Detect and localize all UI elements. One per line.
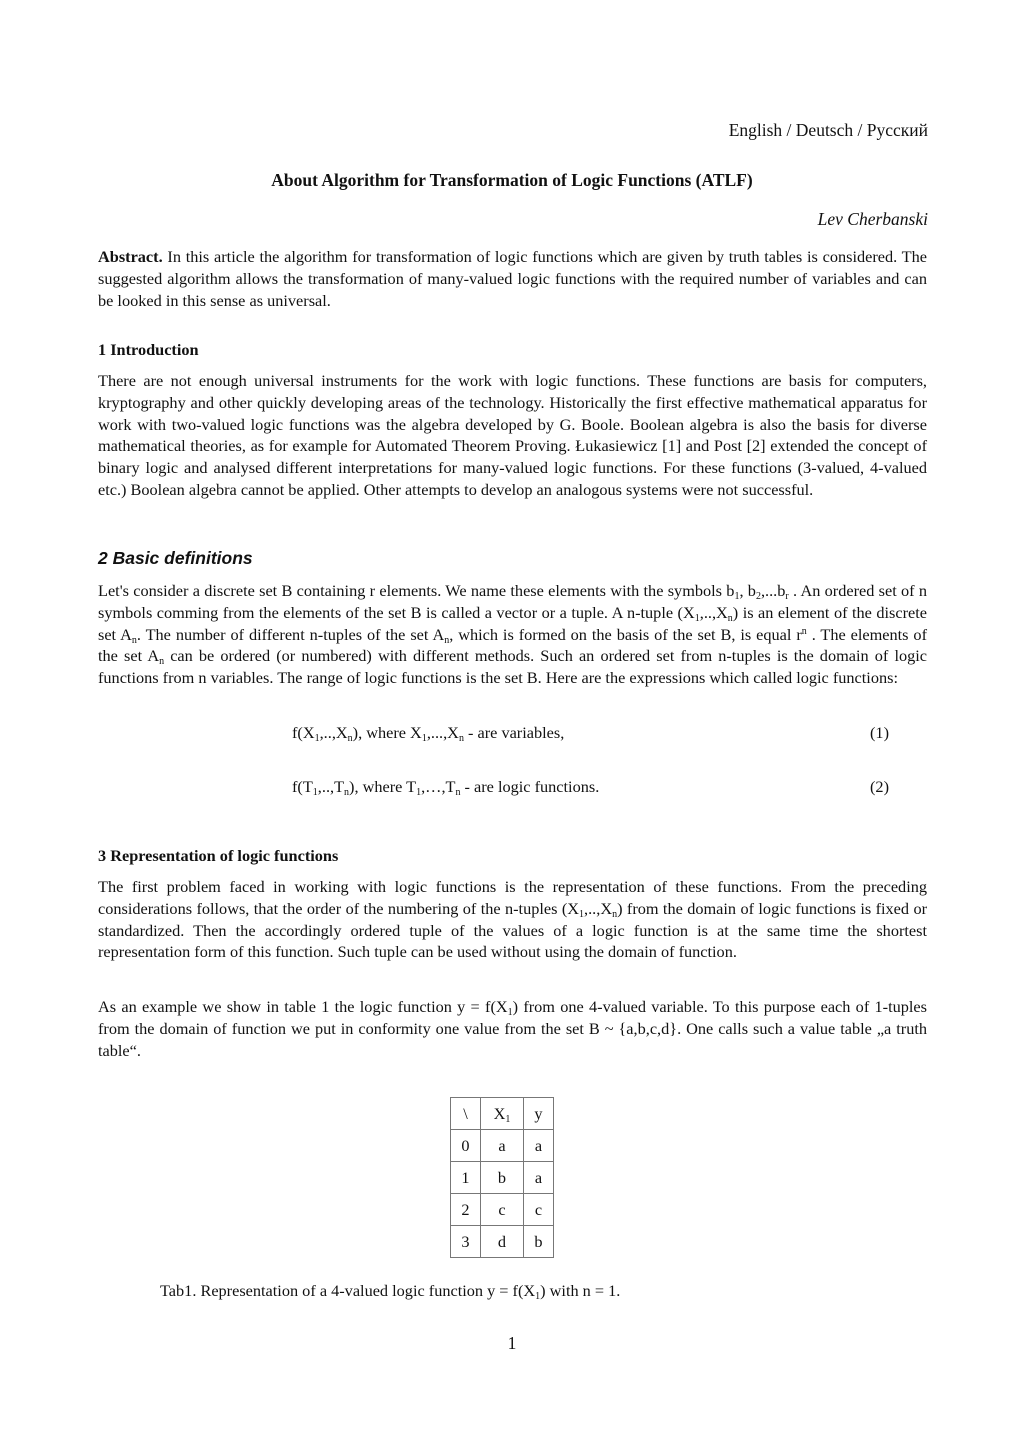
table-row [451, 1130, 554, 1162]
table-cell: 1 [451, 1162, 481, 1194]
page-number: 1 [507, 1333, 517, 1353]
table-cell: a [481, 1130, 524, 1162]
section-2-heading: 2 Basic definitions [98, 548, 253, 568]
formula-1: $f(X_1,..,X_n)$, where $X_1,...,X_n$ - are variables, [292, 723, 565, 744]
table-row [451, 1162, 554, 1194]
formula-1-number: (1) [870, 723, 889, 742]
section-1-heading: 1 Introduction [98, 340, 199, 359]
table-cell: b [481, 1162, 524, 1194]
table-header-cell: $X_1$ [481, 1098, 524, 1130]
table-header-cell: y [524, 1098, 554, 1130]
author-name: Lev Cherbanski [817, 209, 928, 229]
abstract-label: Abstract. [98, 247, 163, 266]
abstract-text: In this article the algorithm for transformation of logic functions which are given by truth tables is considered. The suggested algorithm allows the transformation of many-valued logic functions with the required number of variables and can be looked in this sense as universal. [98, 247, 927, 310]
language-links[interactable]: English / Deutsch / Русский [728, 120, 928, 140]
paper-title: About Algorithm for Transformation of Logic Functions (ATLF) [271, 170, 753, 190]
table-cell: c [524, 1194, 554, 1226]
representation-paragraph-1: The first problem faced in working with logic functions is the representation of these functions. From the preceding considerations follows, that the order of the numbering of the n-tuples $(X_1,..,X_n)$ from the domain of logic functions is fixed or standardized. Then the accordingly ordered tuple of the values of a logic function is at the same time the shortest representation form of this function. Such tuple can be used without using the domain of function. [98, 877, 928, 962]
table-cell: 0 [451, 1130, 481, 1162]
table-row [451, 1226, 554, 1258]
table-header-cell: \ [451, 1098, 481, 1130]
section-3-heading: 3 Representation of logic functions [98, 846, 339, 865]
introduction-paragraph: There are not enough universal instruments for the work with logic functions. These functions are basis for computers, kryptography and other quickly developing areas of the technology. Historically the first effective mathematical apparatus for work with two-valued logic functions was the algebra developed by G. Boole. Boolean algebra is also the basis for diverse mathematical theories, as for example for Automated Theorem Proving. Łukasiewicz [1] and Post [2] extended the concept of binary logic and analysed different interpretations for many-valued logic functions. For these functions (3-valued, 4-valued etc.) Boolean algebra cannot be applied. Other attempts to develop an analogous systems were not successful. [98, 371, 927, 499]
formula-2: $f(T_1,..,T_n)$, where $T_1,\dots,T_n$ - are logic functions. [292, 777, 600, 798]
table-cell: 3 [451, 1226, 481, 1258]
table-header-row [451, 1098, 554, 1130]
truth-table [450, 1097, 554, 1258]
basic-definitions-paragraph: Let's consider a discrete set B containing r elements. We name these elements with the symbols $b_1$, $b_2,...b_r$ . An ordered set of n symbols comming from the elements of the set B is called a vector or a tuple. A n-tuple $(X_1,..,X_n)$ is an element of the discrete set $A_n$. The number of different n-tuples of the set $A_n$, which is formed on the basis of the set B, is equal $r^n$ . The elements of the set $A_n$ can be ordered (or numbered) with different methods. Such an ordered set from n-tuples is the domain of logic functions from n variables. The range of logic functions is the set B. Here are the expressions which called logic functions: [98, 581, 928, 688]
representation-paragraph-2: As an example we show in table 1 the logic function $y = f(X_1)$ from one 4-valued variable. To this purpose each of 1-tuples from the domain of function we put in conformity one value from the set B ~ {a,b,c,d}. One calls such a value table „a truth table“. [98, 997, 927, 1060]
table-cell: d [481, 1226, 524, 1258]
table-caption: Tab1. Representation of a 4-valued logic function $y = f(X_1)$ with n = 1. [160, 1281, 621, 1302]
table-cell: c [481, 1194, 524, 1226]
table-cell: 2 [451, 1194, 481, 1226]
table-row [451, 1194, 554, 1226]
table-cell: b [524, 1226, 554, 1258]
formula-2-number: (2) [870, 777, 889, 796]
table-cell: a [524, 1130, 554, 1162]
abstract-paragraph [98, 246, 927, 311]
table-cell: a [524, 1162, 554, 1194]
